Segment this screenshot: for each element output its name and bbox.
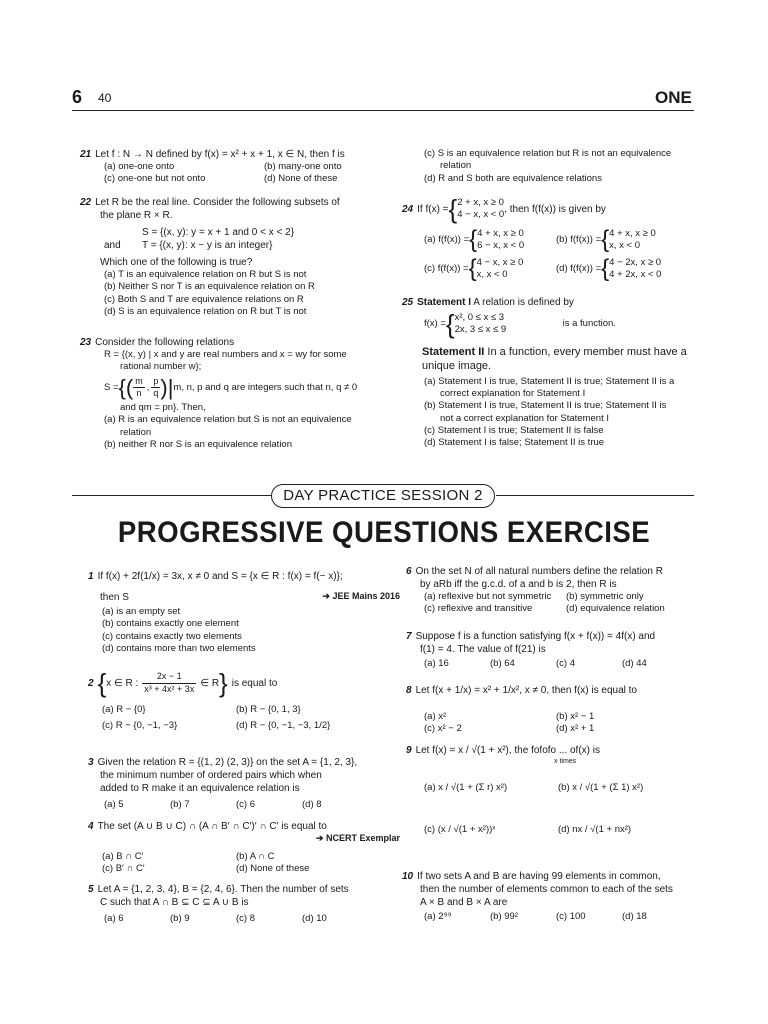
relation-r-cont: rational number w}; xyxy=(120,361,202,373)
question-text: The set (A ∪ B ∪ C) ∩ (A ∩ B′ ∩ C′)′ ∩ C′ is equal to xyxy=(97,821,327,832)
piecewise-definition: f(x) = { x², 0 ≤ x ≤ 3 2x, 3 ≤ x ≤ 9 is a function. xyxy=(424,309,616,339)
option-b: (b) contains exactly one element xyxy=(102,618,239,630)
question-8 xyxy=(406,684,702,736)
fraction: $\frac{2x - 1}{\text{x³ + 4x² + 3x}}$ xyxy=(144,670,195,694)
option-c: (c) 8 xyxy=(236,913,255,924)
question-4 xyxy=(88,820,400,875)
x-times-label: x times xyxy=(554,758,577,765)
option-b: (b) Statement I is true, Statement II is true; Statement II is xyxy=(424,400,667,412)
header-rule xyxy=(72,110,694,111)
question-number: 9 xyxy=(406,745,412,756)
option-b: (b) many-one onto xyxy=(264,161,342,172)
s-end: and qm = pn}. Then, xyxy=(120,402,206,414)
option-d: (d) equivalence relation xyxy=(566,603,665,615)
option-c: (c) reflexive and transitive xyxy=(424,603,533,615)
option-a: (a) 6 xyxy=(104,913,124,924)
question-number: 10 xyxy=(402,871,414,882)
option-c: (c) S is an equivalence relation but R is not an equivalence xyxy=(424,148,672,159)
option-c: (c) one-one but not onto xyxy=(104,173,206,185)
session-rule-left xyxy=(72,495,271,496)
option-c: (c) B′ ∩ C′ xyxy=(102,863,145,875)
question-text-line: A × B and B × A are xyxy=(420,897,508,908)
option-a: (a) B ∩ C′ xyxy=(102,850,144,862)
question-number: 6 xyxy=(406,566,412,577)
option-a: (a) x / √(1 + (Σ r) x²) xyxy=(424,782,508,794)
option-a: (a) 2⁹⁹ xyxy=(424,911,452,922)
s-lhs: S = xyxy=(104,381,119,393)
option-b: (b) 64 xyxy=(490,658,515,669)
option-b: (b) Neither S nor T is an equivalence relation on R xyxy=(104,281,315,293)
question-2: 2 { x ∈ R : $\frac{2x - 1}{\text{x³ + 4x² + 3x}}$ ∈ R } is equal to (a) R − {0} (b) R − {0, 1, 3} (c) R − {0, −1, −3} (d) R − {0, −1, −3, 1/2} xyxy=(88,668,331,732)
option-c: (c) x² − 2 xyxy=(424,723,462,735)
question-number: 2 xyxy=(88,677,94,689)
question-22 xyxy=(80,196,390,318)
option-c: (c) (x / √(1 + x²))ˣ xyxy=(424,824,496,836)
option-d: (d) nx / √(1 + nx²) xyxy=(558,824,632,836)
option-c: (c) Statement I is true; Statement II is false xyxy=(424,424,604,436)
option-b: (b) 99² xyxy=(490,911,518,922)
option-b: (b) symmetric only xyxy=(566,591,644,602)
option-a: (a) one-one onto xyxy=(104,161,175,172)
chapter-number: 6 xyxy=(72,87,83,107)
question-lhs: If f(x) = xyxy=(417,203,449,215)
option-b: (b) R − {0, 1, 3} xyxy=(236,704,301,715)
question-number: 21 xyxy=(80,149,92,160)
case-2: 4 − x, x < 0 xyxy=(457,209,505,220)
option-d: (d) R − {0, −1, −3, 1/2} xyxy=(236,720,331,732)
option-b: (b) 9 xyxy=(170,913,190,924)
option-c: (c) 4 xyxy=(556,658,575,669)
option-b: (b) x² − 1 xyxy=(556,711,595,722)
statement-2-cont: unique image. xyxy=(422,360,492,373)
question-number: 24 xyxy=(402,203,414,215)
question-text-line: the minimum number of ordered pairs which when xyxy=(100,770,322,781)
question-text-line: by aRb iff the g.c.d. of a and b is 2, then R is xyxy=(420,579,617,590)
then-text: then S xyxy=(100,592,129,603)
option-c-cont: relation xyxy=(440,160,472,172)
option-b: (b) 7 xyxy=(170,799,190,810)
question-text: If f(x) + 2f(1/x) = 3x, x ≠ 0 and S = {x ∈ R : f(x) = f(− x)}; xyxy=(97,571,343,582)
question-24: 24 If f(x) = { 2 + x, x ≥ 0 4 − x, x < 0 , then f(f(x)) is given by (a) f(f(x)) = { 4 + x, x ≥ 0 6 − x, x < 0 (b) f(f(x)) = { 4 + x, x ≥ 0 x, x < 0 (c) f(f(x)) = { 4 − x, x ≥ 0 x, x < 0 (d) f(f(x)) = { 4 − 2x, x ≥ 0 4 + 2x, x < 0 xyxy=(402,194,662,283)
question-21 xyxy=(80,148,390,186)
option-a: (a) Statement I is true, Statement II is true; Statement II is a xyxy=(424,375,675,387)
question-9 xyxy=(406,744,702,837)
option-b-cont: not a correct explanation for Statement I xyxy=(440,412,609,424)
option-a: (a) R is an equivalence relation but S is not an equivalence xyxy=(104,414,352,426)
statement-2-text: In a function, every member must have a xyxy=(487,346,687,358)
option-d: (d) contains more than two elements xyxy=(102,643,256,655)
question-text: If two sets A and B are having 99 elements in common, xyxy=(417,871,661,882)
question-text: Let f : N → N defined by f(x) = x² + x + 1, x ∈ N, then f is xyxy=(95,149,345,160)
source-tag: ➔ JEE Mains 2016 xyxy=(322,591,400,601)
question-text-line: f(1) = 4. The value of f(21) is xyxy=(420,644,546,655)
option-c: (c) Both S and T are equivalence relations on R xyxy=(104,293,304,305)
statement-2-label: Statement II xyxy=(422,346,485,358)
option-b: (b) f(f(x)) = { 4 + x, x ≥ 0 x, x < 0 xyxy=(556,226,656,254)
question-number: 25 xyxy=(402,297,414,308)
question-text: Consider the following relations xyxy=(95,337,235,348)
option-d: (d) f(f(x)) = { 4 − 2x, x ≥ 0 4 + 2x, x < 0 xyxy=(556,255,662,283)
option-b: (b) x / √(1 + (Σ 1) x²) xyxy=(558,782,644,794)
question-tail: is equal to xyxy=(231,677,278,689)
option-d: (d) R and S both are equivalence relations xyxy=(424,172,602,184)
option-c: (c) R − {0, −1, −3} xyxy=(102,720,178,732)
question-number: 3 xyxy=(88,757,94,768)
option-c: (c) 100 xyxy=(556,911,586,922)
statement-1-label: Statement I xyxy=(417,297,472,308)
option-d: (d) 10 xyxy=(302,913,327,924)
option-c: (c) f(f(x)) = { 4 − x, x ≥ 0 x, x < 0 xyxy=(424,255,524,283)
option-d: (d) 44 xyxy=(622,658,647,669)
question-number: 1 xyxy=(88,571,94,582)
question-text-line: added to R make it an equivalence relation is xyxy=(100,783,300,794)
question-10 xyxy=(402,870,702,923)
question-number: 5 xyxy=(88,884,94,895)
question-text-line: C such that A ∩ B ⊆ C ⊆ A ∪ B is xyxy=(100,897,249,908)
question-text: On the set N of all natural numbers define the relation R xyxy=(415,566,663,577)
question-text: Suppose f is a function satisfying f(x + f(x)) = 4f(x) and xyxy=(415,631,656,642)
fraction-p-q: $\frac{p}{q}$ xyxy=(153,375,159,399)
and-label: and xyxy=(104,240,121,251)
option-d: (d) None of these xyxy=(264,173,338,185)
case-1: 2 + x, x ≥ 0 xyxy=(457,196,504,208)
question-tail: , then f(f(x)) is given by xyxy=(504,203,606,215)
option-c: (c) contains exactly two elements xyxy=(102,630,242,642)
option-b: (b) A ∩ C xyxy=(236,850,275,862)
page-number: 40 xyxy=(98,91,112,105)
option-d: (d) 18 xyxy=(622,911,647,922)
set-t-row xyxy=(80,239,390,252)
book-label: ONE xyxy=(655,88,692,107)
set-s: S = {(x, y): y = x + 1 and 0 < x < 2} xyxy=(142,227,295,238)
question-5 xyxy=(88,883,400,925)
question-number: 23 xyxy=(80,337,92,348)
option-c: (c) 6 xyxy=(236,799,255,810)
question-25 xyxy=(402,296,702,450)
option-a-cont: correct explanation for Statement I xyxy=(440,387,586,399)
option-d: (d) x² + 1 xyxy=(556,723,595,735)
question-text: Let f(x) = x / √(1 + x²), the fofofo ... of(x) is xyxy=(415,745,600,756)
session-rule-right xyxy=(496,495,694,496)
option-d: (d) 8 xyxy=(302,799,322,810)
option-a: (a) is an empty set xyxy=(102,606,181,617)
question-23 xyxy=(80,336,400,451)
option-a: (a) 16 xyxy=(424,658,449,669)
option-a: (a) R − {0} xyxy=(102,704,146,715)
session-label: DAY PRACTICE SESSION 2 xyxy=(271,484,495,508)
option-a: (a) f(f(x)) = { 4 + x, x ≥ 0 6 − x, x < 0 xyxy=(424,226,525,254)
question-number: 22 xyxy=(80,197,92,208)
source-tag: ➔ NCERT Exemplar xyxy=(315,833,400,843)
set-t: T = {(x, y): x − y is an integer} xyxy=(142,240,273,251)
option-a: (a) reflexive but not symmetric xyxy=(424,591,552,602)
fraction-m-n: $\frac{m}{n}$ xyxy=(135,375,143,399)
option-a: (a) 5 xyxy=(104,799,124,810)
question-text-line: then the number of elements common to each of the sets xyxy=(420,884,673,895)
question-7 xyxy=(406,630,702,670)
question-text: Let A = {1, 2, 3, 4}, B = {2, 4, 6}. Then the number of sets xyxy=(97,884,349,895)
question-text-line: the plane R × R. xyxy=(100,210,173,221)
question-23-continued xyxy=(424,148,704,185)
question-6 xyxy=(406,565,702,616)
option-d: (d) None of these xyxy=(236,863,310,875)
question-number: 8 xyxy=(406,685,412,696)
question-number: 4 xyxy=(88,821,94,832)
exercise-title: PROGRESSIVE QUESTIONS EXERCISE xyxy=(117,516,651,549)
question-number: 7 xyxy=(406,631,412,642)
set-builder-lhs: x ∈ R : xyxy=(106,677,139,689)
question-text: A relation is defined by xyxy=(473,297,574,308)
option-a: (a) x² xyxy=(424,711,447,722)
question-text: Let f(x + 1/x) = x² + 1/x², x ≠ 0, then f(x) is equal to xyxy=(415,685,637,696)
set-builder-rhs: ∈ R xyxy=(200,677,220,689)
option-d: (d) Statement I is false; Statement II is true xyxy=(424,437,605,449)
question-3 xyxy=(88,756,400,811)
relation-s: S = { ( $\frac{m}{n}$ , $\frac{p}{q}$ ) | m, n, p and q are integers such that n, q ≠ 0 xyxy=(104,374,358,400)
relation-r: R = {(x, y) | x and y are real numbers and x = wy for some xyxy=(104,349,347,360)
which-text: Which one of the following is true? xyxy=(100,257,253,268)
option-a: (a) T is an equivalence relation on R but S is not xyxy=(104,269,307,280)
option-b: (b) neither R nor S is an equivalence relation xyxy=(104,439,292,451)
question-text: Given the relation R = {(1, 2) (2, 3)} on the set A = {1, 2, 3}, xyxy=(97,757,358,768)
question-1 xyxy=(88,570,400,655)
option-d: (d) S is an equivalence relation on R but T is not xyxy=(104,306,307,318)
s-condition: m, n, p and q are integers such that n, q ≠ 0 xyxy=(173,381,358,393)
option-a-cont: relation xyxy=(120,426,152,438)
question-text: Let R be the real line. Consider the following subsets of xyxy=(95,197,340,208)
